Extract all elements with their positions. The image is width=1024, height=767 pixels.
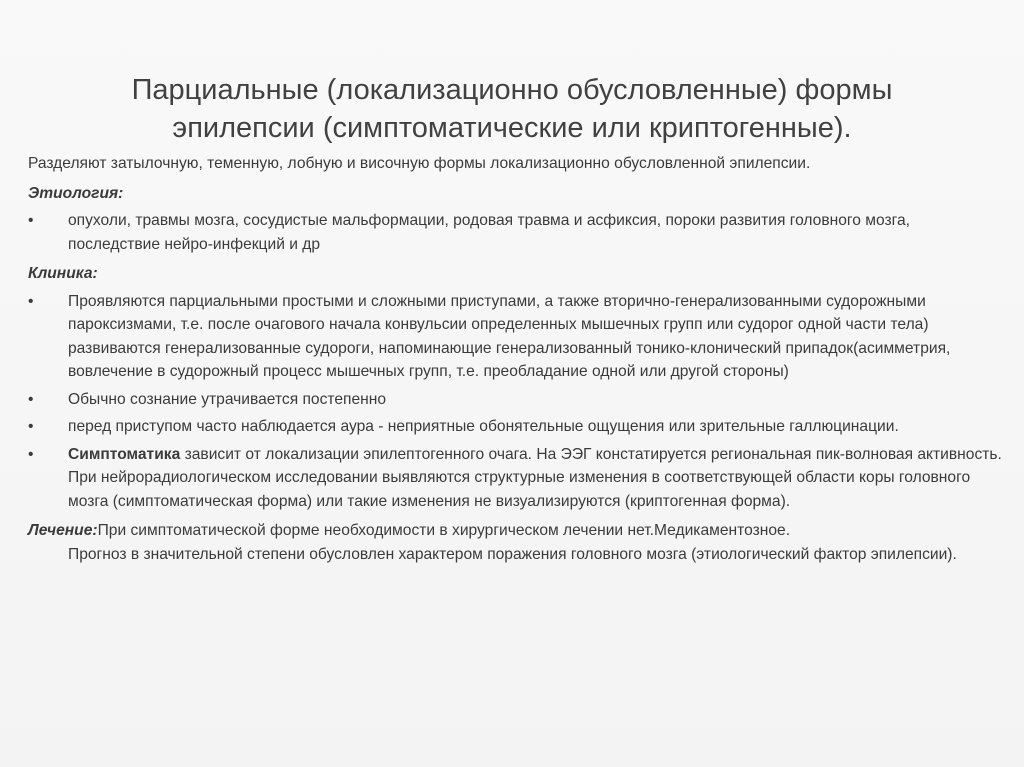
etiology-label: Этиология: xyxy=(28,184,124,202)
clinic-bullet-3 xyxy=(28,415,1003,439)
clinic-bullet-4 xyxy=(28,443,1003,514)
clinic-bullet-2 xyxy=(28,388,1003,412)
treatment-first-line: При симптоматической форме необходимости в хирургическом лечении нет.Медикаментозное. xyxy=(97,522,791,539)
clinic-bullet-2-text: Обычно сознание утрачивается постепенно xyxy=(68,390,387,408)
bullet-marker: • xyxy=(28,212,34,229)
intro-paragraph: Разделяют затылочную, теменную, лобную и височную формы локализационно обусловленной эпилепсии. xyxy=(28,155,811,172)
clinic-bullet-3-text: перед приступом часто наблюдается аура - неприятные обонятельные ощущения или зрительные галлюцинации. xyxy=(68,418,899,435)
treatment-label: Лечение: xyxy=(28,522,98,539)
slide-title xyxy=(60,71,964,147)
slide-body xyxy=(28,152,1003,566)
slide-title-line-1: Парциальные (локализационно обусловленные) формы xyxy=(131,74,893,107)
etiology-bullet xyxy=(28,209,1003,256)
bullet-marker: • xyxy=(28,445,34,463)
bullet-marker: • xyxy=(28,390,34,408)
clinic-bullet-1-text: Проявляются парциальными простыми и сложными приступами, а также вторично-генерализованными судорожными пароксизмами, т.е. после очагового начала конвульсии определенных мышечных групп или судорог одной части тела) развиваются генерализованные судороги, напоминающие генерализованный тонико-клонический припадок(асимметрия, вовлечение в судорожный процесс мышечных групп, т.е. преобладание одной или другой стороны) xyxy=(68,292,951,380)
bullet-marker: • xyxy=(28,418,34,435)
clinic-bullet-4-text: зависит от локализации эпилептогенного очага. На ЭЭГ констатируется региональная пик-волновая активность. При нейрорадиологическом исследовании выявляются структурные изменения в соответствующей области коры головного мозга (симптоматическая форма) или такие изменения не визуализируются (криптогенная форма). xyxy=(68,445,1002,510)
symptomatics-term: Симптоматика xyxy=(68,445,181,463)
etiology-bullet-text: опухоли, травмы мозга, сосудистые мальформации, родовая травма и асфиксия, пороки развития головного мозга, последствие нейро-инфекций и др xyxy=(68,212,910,253)
slide-title-line-2: эпилепсии (симптоматические или криптогенные). xyxy=(172,112,852,145)
clinic-label: Клиника: xyxy=(28,265,98,282)
treatment-paragraph xyxy=(28,519,1003,566)
prognosis-text: Прогноз в значительной степени обусловлен характером поражения головного мозга (этиологический фактор эпилепсии). xyxy=(68,545,957,563)
clinic-bullet-1 xyxy=(28,290,1003,384)
bullet-marker: • xyxy=(28,292,34,310)
